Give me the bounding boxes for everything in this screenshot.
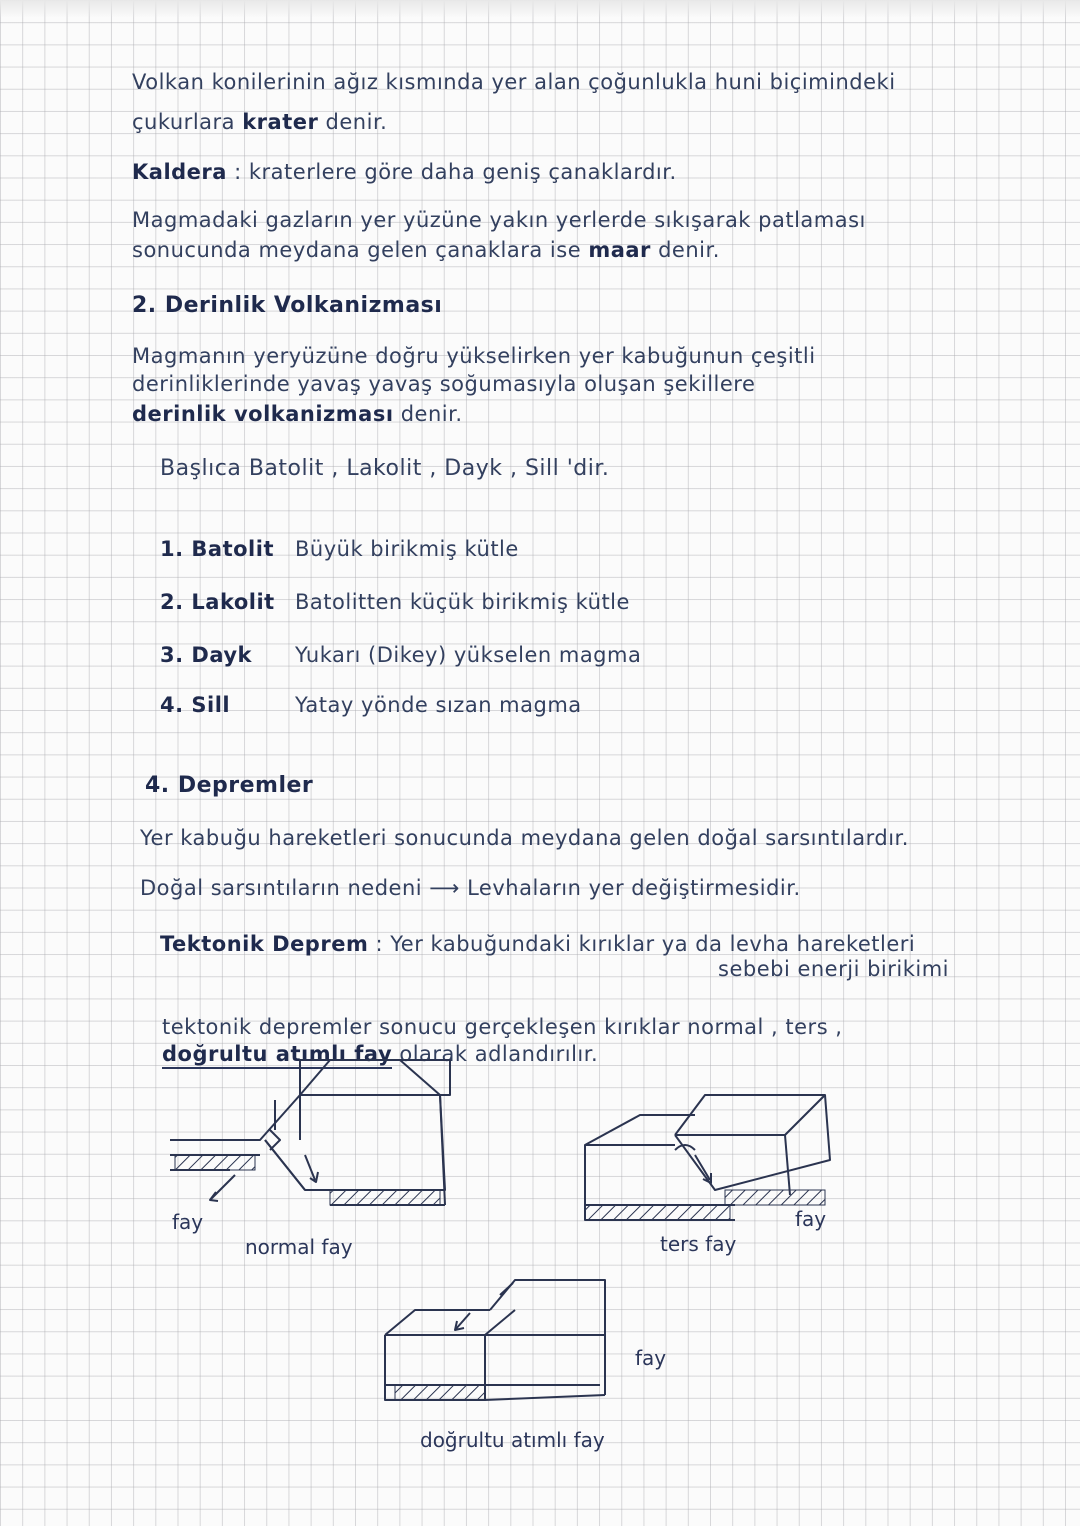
page-shadow bbox=[0, 0, 1080, 18]
section-2-heading: 2. Derinlik Volkanizması bbox=[132, 293, 443, 318]
type-3-name: 3. Dayk bbox=[160, 643, 253, 667]
type-2-desc: Batolitten küçük birikmiş kütle bbox=[295, 590, 630, 614]
intro-line-2: çukurlara krater denir. bbox=[132, 110, 388, 134]
type-1-desc: Büyük birikmiş kütle bbox=[295, 537, 519, 561]
strike-slip-fay-label: fay bbox=[635, 1346, 667, 1370]
fault-types-line-1: tektonik depremler sonucu gerçekleşen kırıklar normal , ters , bbox=[162, 1015, 843, 1039]
strike-slip-caption: doğrultu atımlı fay bbox=[420, 1428, 605, 1452]
tektonik-line-2: sebebi enerji birikimi bbox=[718, 957, 949, 981]
term-krater: krater bbox=[242, 110, 319, 134]
term-kaldera: Kaldera bbox=[132, 160, 227, 184]
section-4-heading: 4. Depremler bbox=[145, 773, 314, 798]
strike-slip-fault-diagram bbox=[385, 1275, 615, 1415]
section-2-line-3: derinlik volkanizması denir. bbox=[132, 402, 463, 426]
type-1-name: 1. Batolit bbox=[160, 537, 274, 561]
section-2-line-2: derinliklerinde yavaş yavaş soğumasıyla oluşan şekillere bbox=[132, 372, 756, 396]
type-4-name: 4. Sill bbox=[160, 693, 231, 717]
depremler-definition: Yer kabuğu hareketleri sonucunda meydana gelen doğal sarsıntılardır. bbox=[140, 826, 909, 850]
types-summary: Başlıca Batolit , Lakolit , Dayk , Sill 'dir. bbox=[160, 456, 610, 481]
normal-fault-fay-label: fay bbox=[172, 1210, 204, 1234]
reverse-fault-caption: ters fay bbox=[660, 1232, 737, 1256]
term-derinlik-volkanizmasi: derinlik volkanizması bbox=[132, 402, 394, 426]
maar-line-2: sonucunda meydana gelen çanaklara ise maar denir. bbox=[132, 238, 720, 262]
tektonik-line-1: Tektonik Deprem : Yer kabuğundaki kırıklar ya da levha hareketleri bbox=[160, 932, 916, 956]
depremler-cause: Doğal sarsıntıların nedeni ⟶ Levhaların yer değiştirmesidir. bbox=[140, 876, 801, 900]
intro-line-1: Volkan konilerinin ağız kısmında yer alan çoğunlukla huni biçimindeki bbox=[132, 70, 896, 94]
normal-fault-caption: normal fay bbox=[245, 1235, 353, 1259]
term-maar: maar bbox=[588, 238, 651, 262]
term-tektonik-deprem: Tektonik Deprem bbox=[160, 932, 369, 956]
type-3-desc: Yukarı (Dikey) yükselen magma bbox=[295, 643, 642, 667]
fault-types-line-2: doğrultu atımlı fay olarak adlandırılır. bbox=[162, 1042, 598, 1066]
maar-line-1: Magmadaki gazların yer yüzüne yakın yerlerde sıkışarak patlaması bbox=[132, 208, 866, 232]
section-2-line-1: Magmanın yeryüzüne doğru yükselirken yer kabuğunun çeşitli bbox=[132, 344, 816, 368]
type-4-desc: Yatay yönde sızan magma bbox=[295, 693, 582, 717]
normal-fault-diagram bbox=[170, 1060, 450, 1220]
type-2-name: 2. Lakolit bbox=[160, 590, 275, 614]
kaldera-line: Kaldera : kraterlere göre daha geniş çanaklardır. bbox=[132, 160, 677, 184]
reverse-fault-fay-label: fay bbox=[795, 1207, 827, 1231]
term-dogrultu-atimli-fay: doğrultu atımlı fay bbox=[162, 1042, 392, 1069]
arrow-icon: ⟶ bbox=[429, 876, 460, 900]
